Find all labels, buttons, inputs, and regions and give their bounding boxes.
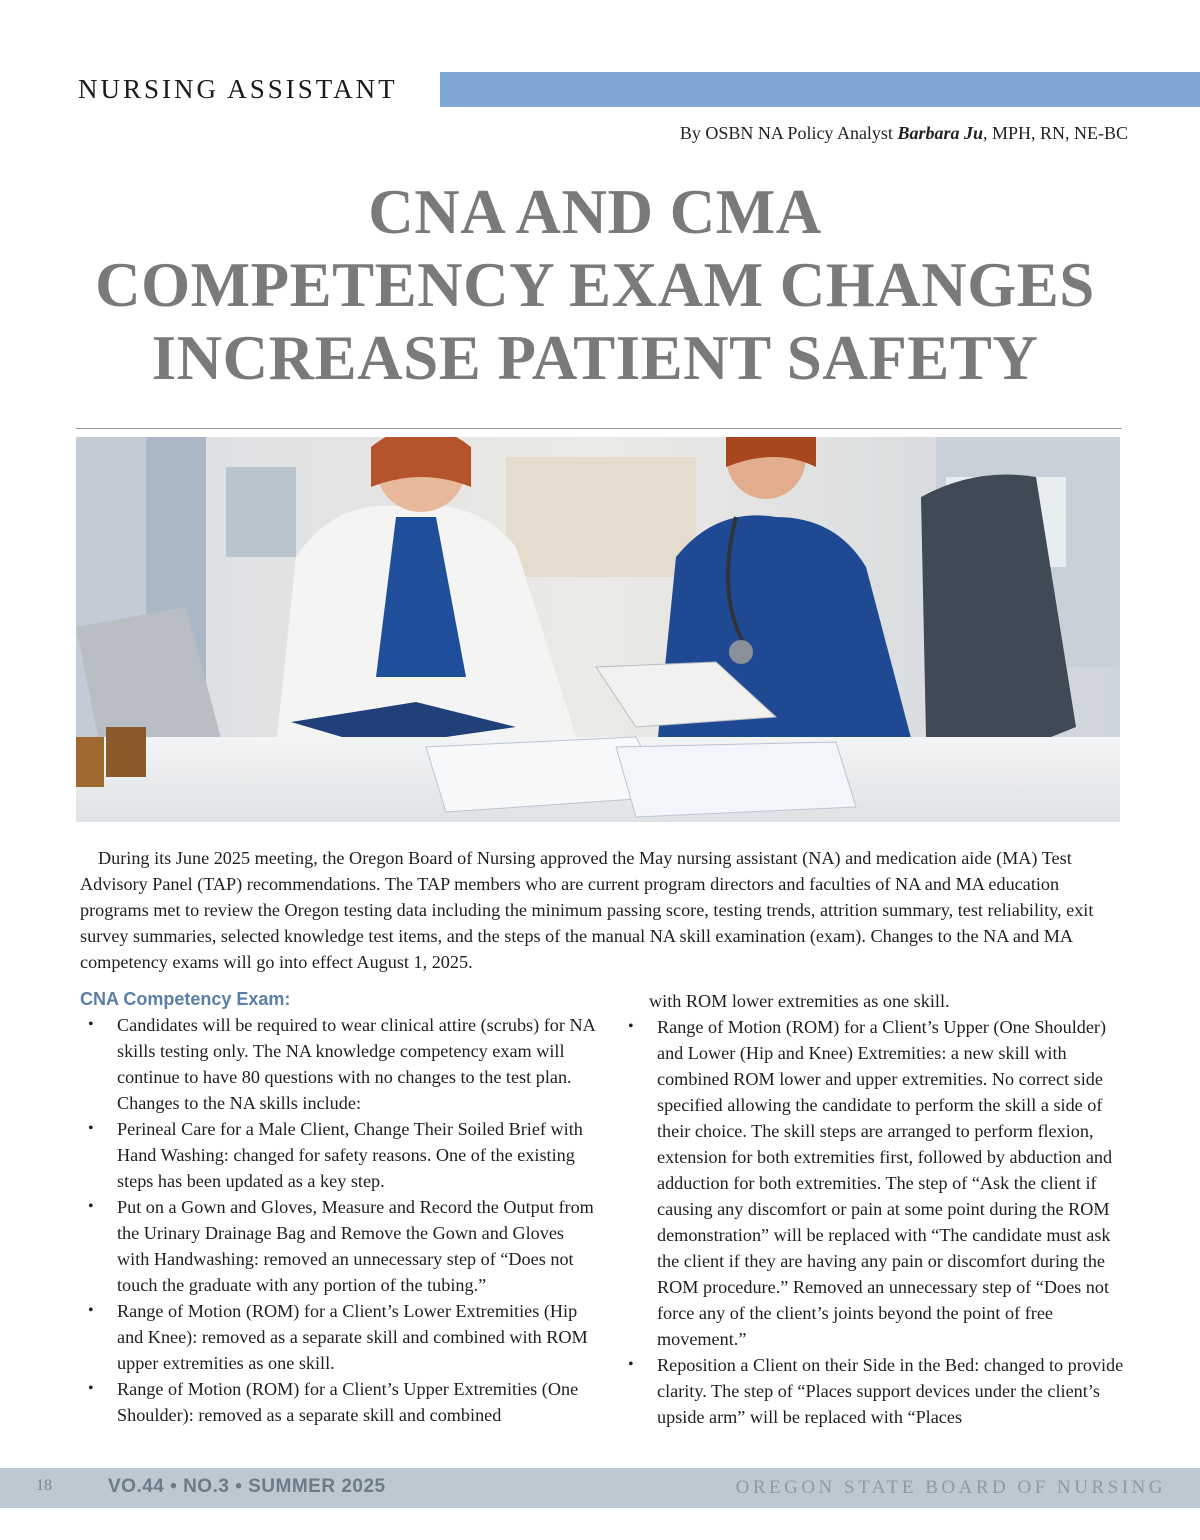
right-column <box>620 988 1125 1430</box>
title-line: INCREASE PATIENT SAFETY <box>151 323 1039 393</box>
list-item-text: Range of Motion (ROM) for a Client’s Upper (One Shoulder) and Lower (Hip and Knee) Extremities: a new skill with combined ROM lower and upper extremities. No correct side specified allowing the candidate to perform the skill a side of their choice. The skill steps are arranged to perform flexion, extension for both extremities first, followed by abduction and adduction for both extremities. The step of “Ask the client if causing any discomfort or pain at some point during the ROM demonstration” will be replaced with “The candidate must ask the client if they are having any pain or discomfort during the ROM procedure.” Removed an unnecessary step of “Does not force any of the client’s joints beyond the point of free movement.” <box>657 1017 1113 1349</box>
bullet-icon: • <box>88 1016 94 1033</box>
article-title <box>60 176 1130 395</box>
section-color-bar <box>440 72 1200 107</box>
list-item-text: Put on a Gown and Gloves, Measure and Record the Output from the Urinary Drainage Bag and Remove the Gown and Gloves with Handwashing: removed an unnecessary step of “Does not touch the graduate with any portion of the tubing.” <box>117 1197 594 1295</box>
list-item <box>80 1376 600 1428</box>
byline-credentials: , MPH, RN, NE-BC <box>982 123 1128 143</box>
list-item <box>620 1014 1125 1352</box>
list-item-text: Perineal Care for a Male Client, Change Their Soiled Brief with Hand Washing: changed for safety reasons. One of the existing steps has been updated as a key step. <box>117 1119 583 1191</box>
issue-label: VO.44 • NO.3 • SUMMER 2025 <box>108 1476 386 1497</box>
list-continuation: with ROM lower extremities as one skill. <box>649 991 950 1011</box>
list-item <box>80 1194 600 1298</box>
photo-icon <box>76 437 1120 822</box>
page-number: 18 <box>36 1477 52 1494</box>
title-line: CNA AND CMA <box>368 177 822 247</box>
list-item <box>80 1298 600 1376</box>
intro-paragraph: During its June 2025 meeting, the Oregon Board of Nursing approved the May nursing assistant (NA) and medication aide (MA) Test Advisory Panel (TAP) recommendations. The TAP members who are current program directors and faculties of NA and MA education programs met to review the Oregon testing data including the minimum passing score, testing trends, attrition summary, test reliability, exit survey summaries, selected knowledge test items, and the steps of the manual NA skill examination (exam). Changes to the NA and MA competency exams will go into effect August 1, 2025. <box>80 848 1094 972</box>
bullet-icon: • <box>628 1356 634 1373</box>
publication-name: OREGON STATE BOARD OF NURSING <box>735 1477 1166 1498</box>
list-item <box>80 1116 600 1194</box>
bullet-icon: • <box>88 1380 94 1397</box>
bullet-icon: • <box>88 1302 94 1319</box>
byline-prefix: By OSBN NA Policy Analyst <box>679 123 893 143</box>
cna-heading: CNA Competency Exam: <box>80 989 291 1009</box>
section-label: NURSING ASSISTANT <box>78 74 398 104</box>
byline-author: Barbara Ju <box>897 123 983 143</box>
bullet-icon: • <box>88 1120 94 1137</box>
bullet-icon: • <box>88 1198 94 1215</box>
bullet-icon: • <box>628 1018 634 1035</box>
list-item-text: Candidates will be required to wear clinical attire (scrubs) for NA skills testing only. The NA knowledge competency exam will continue to have 80 questions with no changes to the test plan. Changes to the NA skills include: <box>117 1015 595 1113</box>
cna-change-list-continued <box>620 1014 1125 1430</box>
list-item-text: Range of Motion (ROM) for a Client’s Lower Extremities (Hip and Knee): removed as a separate skill and combined with ROM upper extremities as one skill. <box>117 1301 588 1373</box>
list-item <box>620 1352 1125 1430</box>
article-photo <box>76 437 1120 822</box>
title-divider <box>76 428 1122 429</box>
cna-change-list <box>80 1012 600 1428</box>
list-item <box>80 1012 600 1116</box>
list-item-text: Range of Motion (ROM) for a Client’s Upper Extremities (One Shoulder): removed as a separate skill and combined <box>117 1379 579 1425</box>
page-footer <box>0 1468 1200 1508</box>
list-item-text: Reposition a Client on their Side in the Bed: changed to provide clarity. The step of “Places support devices under the client’s upside arm” will be replaced with “Places <box>657 1355 1124 1427</box>
byline <box>680 123 1128 144</box>
title-line: COMPETENCY EXAM CHANGES <box>95 250 1095 320</box>
left-column <box>80 988 600 1428</box>
